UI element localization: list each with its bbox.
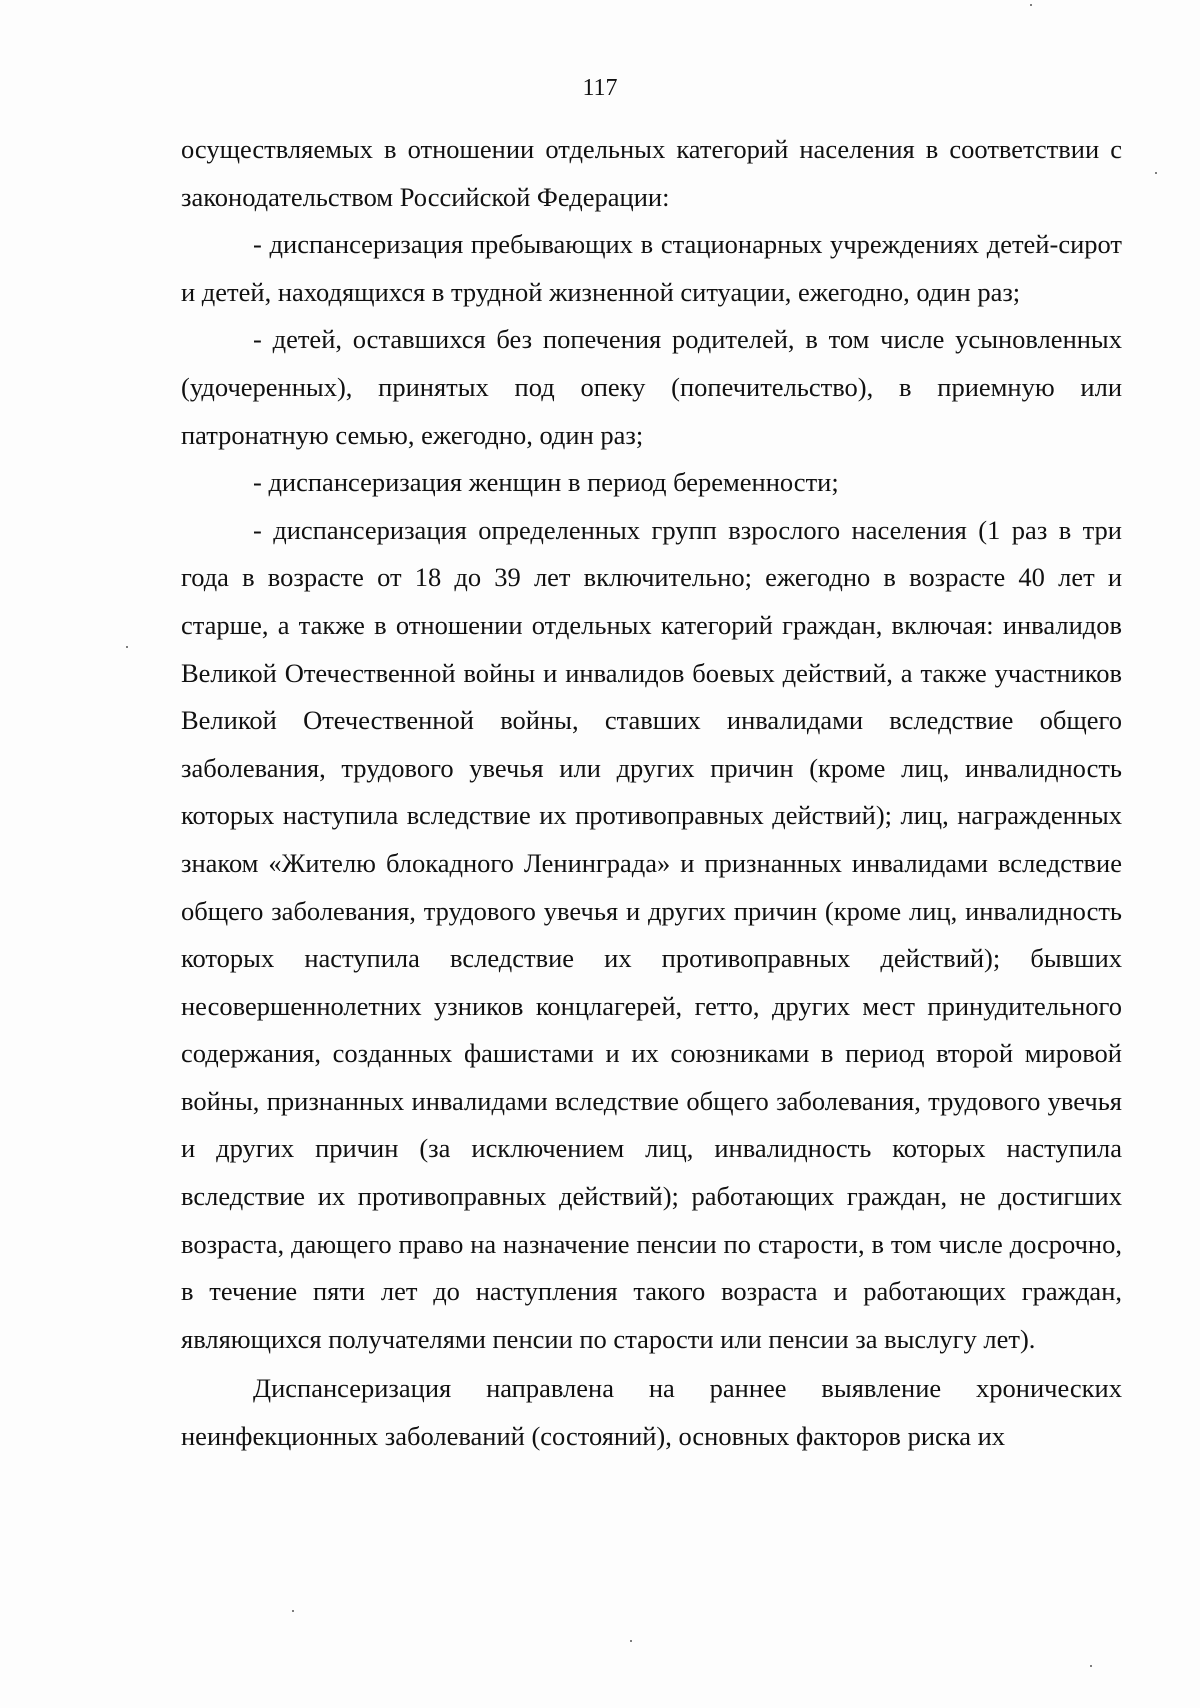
paragraph-purpose: Диспансеризация направлена на раннее выявление хронических неинфекционных заболеваний (состояний), основных факторов риска их: [181, 1373, 1122, 1452]
paragraph-intro: осуществляемых в отношении отдельных категорий населения в соответствии с законодательством Российской Федерации:: [181, 134, 1122, 212]
document-body: [181, 126, 1122, 1461]
paragraph-children-without-care: - детей, оставшихся без попечения родителей, в том числе усыновленных (удочеренных), принятых под опеку (попечительство), в приемную или патронатную семью, ежегодно, один раз;: [181, 324, 1122, 450]
scan-speck: [1155, 172, 1157, 174]
page-number: 117: [582, 75, 618, 101]
paragraph-pregnant-women: - диспансеризация женщин в период беременности;: [253, 467, 839, 498]
scan-speck: [292, 1610, 294, 1612]
scan-speck: [126, 646, 128, 648]
scan-speck: [630, 1640, 632, 1642]
paragraph-adult-population: - диспансеризация определенных групп взрослого населения (1 раз в три года в возрасте от 18 до 39 лет включительно; ежегодно в возрасте 40 лет и старше, а также в отношении отдельных категорий граждан, включая: инвалидов Великой Отечественной войны и инвалидов боевых действий, а также участников Великой Отечественной войны, ставших инвалидами вследствие общего заболевания, трудового увечья или других причин (кроме лиц, инвалидность которых наступила вследствие их противоправных действий); лиц, награжденных знаком «Жителю блокадного Ленинграда» и признанных инвалидами вследствие общего заболевания, трудового увечья и других причин (кроме лиц, инвалидность которых наступила вследствие их противоправных действий); бывших несовершеннолетних узников концлагерей, гетто, других мест принудительного содержания, созданных фашистами и их союзниками в период второй мировой войны, признанных инвалидами вследствие общего заболевания, трудового увечья и других причин (за исключением лиц, инвалидность которых наступила вследствие их противоправных действий); работающих граждан, не достигших возраста, дающего право на назначение пенсии по старости, в том числе досрочно, в течение пяти лет до наступления такого возраста и работающих граждан, являющихся получателями пенсии по старости или пенсии за выслугу лет).: [181, 514, 1122, 1354]
scan-speck: [1090, 1665, 1092, 1667]
paragraph-orphans-checkup: - диспансеризация пребывающих в стационарных учреждениях детей-сирот и детей, находящихся в трудной жизненной ситуации, ежегодно, один раз;: [181, 229, 1122, 307]
scan-speck: [1030, 4, 1032, 6]
